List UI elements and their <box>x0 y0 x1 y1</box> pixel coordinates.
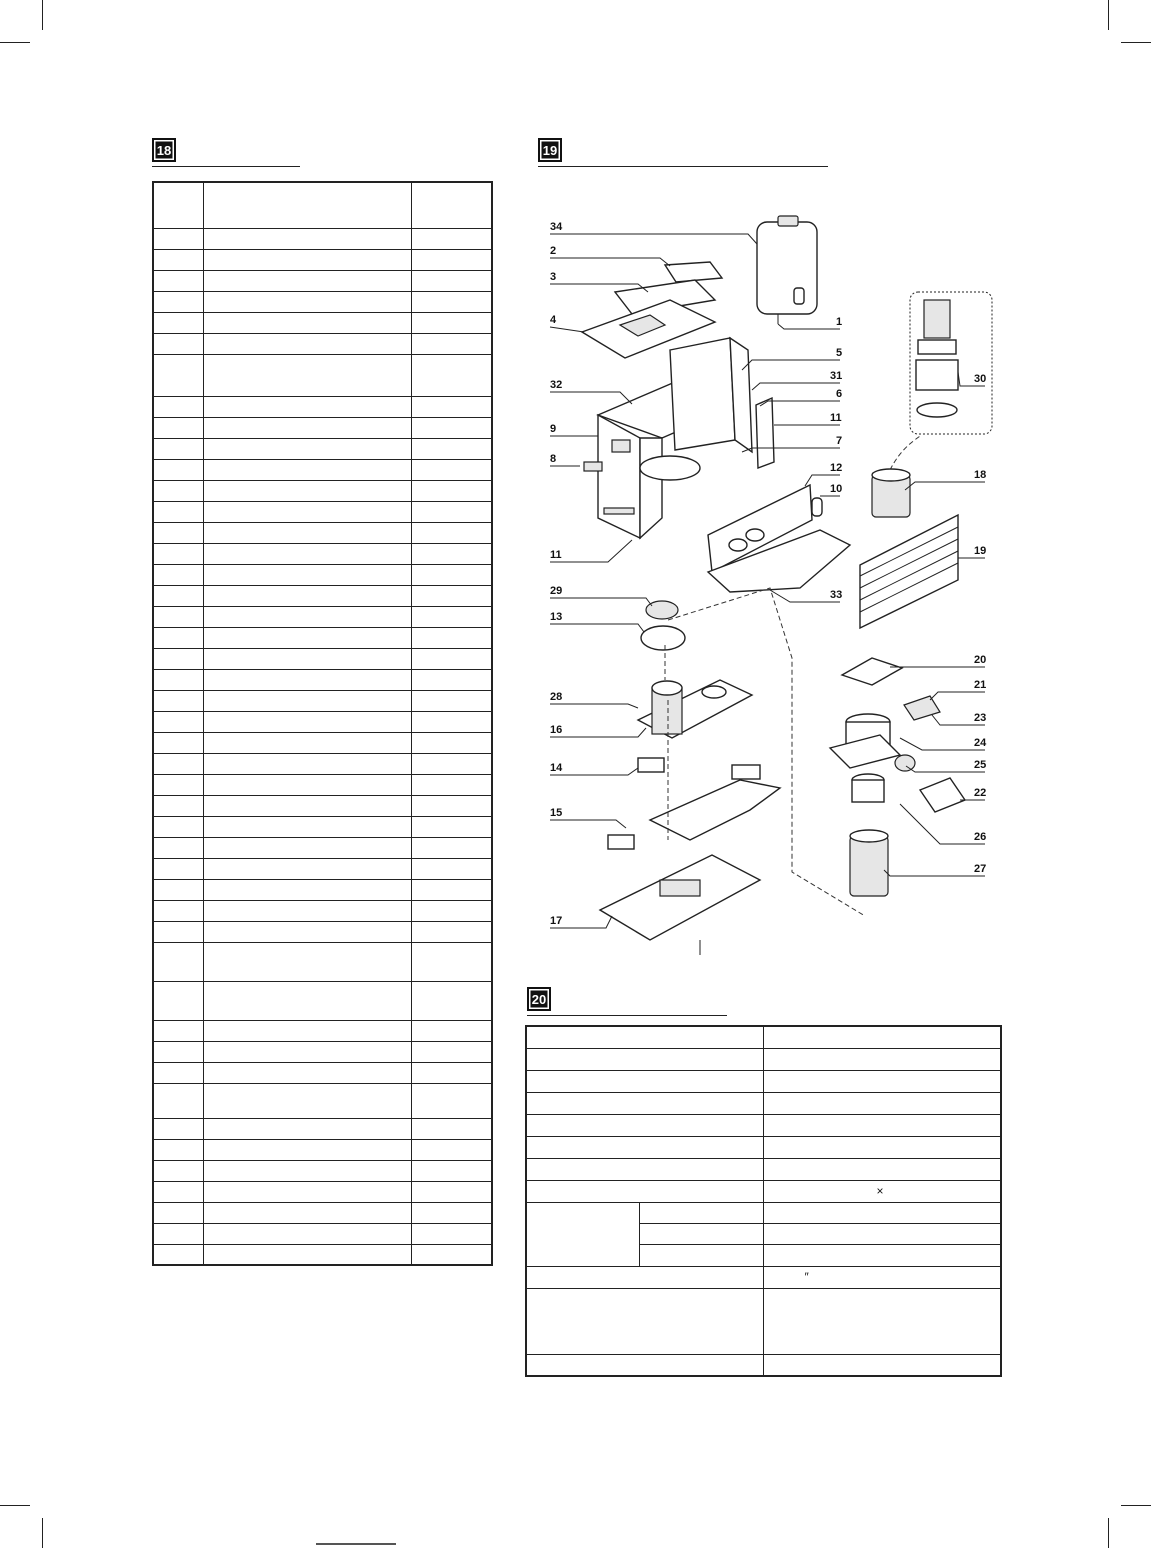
wick-cartridge-part <box>910 292 992 434</box>
callout-label: 33 <box>830 589 843 601</box>
table-row <box>153 816 492 837</box>
table-row <box>153 981 492 1020</box>
callout-label: 9 <box>550 423 557 435</box>
cabinet-part <box>598 338 752 538</box>
table-row <box>526 1048 1001 1070</box>
parts-list-table <box>152 181 493 1266</box>
crop-mark <box>1121 1505 1151 1506</box>
crop-mark <box>42 0 43 30</box>
table-row <box>153 1139 492 1160</box>
section-19-header <box>538 138 828 167</box>
callout-label: 21 <box>974 679 987 691</box>
callout-label: 2 <box>550 245 557 257</box>
table-row <box>526 1288 1001 1354</box>
callout-label: 34 <box>550 221 563 233</box>
callout-label: 5 <box>836 347 843 359</box>
table-row <box>153 627 492 648</box>
table-row <box>153 690 492 711</box>
table-row <box>153 249 492 270</box>
table-row <box>153 795 492 816</box>
callout-label: 15 <box>550 807 563 819</box>
multiply-symbol: × <box>876 1184 884 1198</box>
table-row <box>153 585 492 606</box>
table-row <box>526 1266 1001 1288</box>
exploded-parts-diagram <box>520 200 1000 970</box>
section-badge: 18 <box>152 138 176 162</box>
callout-label: 20 <box>974 654 987 666</box>
table-row <box>526 1092 1001 1114</box>
crop-mark <box>1121 42 1151 43</box>
header-cell <box>203 182 411 228</box>
table-header-row <box>153 182 492 228</box>
callout-label: 14 <box>550 762 563 774</box>
cable-frame-part <box>608 758 780 849</box>
table-row <box>153 459 492 480</box>
table-row <box>153 270 492 291</box>
table-row <box>153 606 492 627</box>
callout-label: 23 <box>974 712 987 724</box>
section-20-header <box>527 987 727 1016</box>
table-row <box>153 921 492 942</box>
table-row <box>153 1020 492 1041</box>
table-row <box>153 438 492 459</box>
burner-base-part <box>638 680 752 738</box>
table-row <box>153 942 492 981</box>
table-row <box>526 1202 1001 1223</box>
table-row <box>153 1223 492 1244</box>
table-row <box>526 1136 1001 1158</box>
callout-label: 27 <box>974 863 987 875</box>
callout-label: 17 <box>550 915 563 927</box>
section-badge: 20 <box>527 987 551 1011</box>
callout-label: 1 <box>836 316 843 328</box>
table-row <box>153 312 492 333</box>
callout-label: 29 <box>550 585 563 597</box>
table-row <box>153 354 492 396</box>
table-row <box>153 1118 492 1139</box>
callout-label: 22 <box>974 787 987 799</box>
crop-mark <box>1108 0 1109 30</box>
crop-mark <box>0 42 30 43</box>
guard-grill-part <box>860 515 958 628</box>
callout-label: 31 <box>830 370 843 382</box>
table-row <box>153 669 492 690</box>
table-row <box>526 1026 1001 1048</box>
table-row <box>153 1083 492 1118</box>
callout-label: 11 <box>830 412 842 424</box>
table-row <box>153 1244 492 1265</box>
table-row <box>153 753 492 774</box>
table-row <box>153 522 492 543</box>
table-row <box>153 1160 492 1181</box>
crop-mark <box>0 1505 30 1506</box>
table-row <box>526 1158 1001 1180</box>
exhaust-hose-part <box>850 830 888 896</box>
table-row <box>153 396 492 417</box>
callout-label: 8 <box>550 453 557 465</box>
table-row <box>153 480 492 501</box>
table-row <box>153 732 492 753</box>
table-row <box>153 1062 492 1083</box>
burner-ring-part <box>641 601 685 680</box>
table-row <box>526 1070 1001 1092</box>
base-plate-part <box>600 855 760 955</box>
table-row <box>153 1041 492 1062</box>
section-18-header <box>152 138 300 167</box>
table-row <box>153 417 492 438</box>
table-row <box>153 228 492 249</box>
table-row <box>153 711 492 732</box>
combustion-cylinder-part <box>872 436 920 517</box>
table-row <box>153 543 492 564</box>
crop-mark <box>1108 1518 1109 1548</box>
callout-label: 16 <box>550 724 563 736</box>
table-row <box>153 837 492 858</box>
crop-mark <box>42 1518 43 1548</box>
burner-support-part <box>830 658 965 812</box>
header-cell <box>153 182 203 228</box>
ditto-mark: ″ <box>804 1270 809 1284</box>
table-row <box>153 1181 492 1202</box>
callout-label: 13 <box>550 611 563 623</box>
table-row <box>153 858 492 879</box>
callout-label: 26 <box>974 831 987 843</box>
table-row <box>153 900 492 921</box>
callout-label: 3 <box>550 271 557 283</box>
section-badge: 19 <box>538 138 562 162</box>
callout-label: 4 <box>550 314 557 326</box>
callout-label: 30 <box>974 373 987 385</box>
callout-label: 6 <box>836 388 843 400</box>
header-cell <box>411 182 492 228</box>
table-row <box>153 648 492 669</box>
callout-label: 18 <box>974 469 987 481</box>
table-row <box>526 1354 1001 1376</box>
callout-label: 24 <box>974 737 987 749</box>
callout-label: 11 <box>550 549 562 561</box>
table-row <box>526 1180 1001 1202</box>
callout-label: 32 <box>550 379 563 391</box>
callout-label: 25 <box>974 759 987 771</box>
callout-label: 7 <box>836 435 843 447</box>
callout-label: 19 <box>974 545 987 557</box>
callout-label: 28 <box>550 691 563 703</box>
table-row <box>153 501 492 522</box>
table-row <box>153 291 492 312</box>
specification-table <box>525 1025 1002 1377</box>
table-row <box>153 564 492 585</box>
table-row <box>153 774 492 795</box>
callout-label: 10 <box>830 483 843 495</box>
footer-print-mark <box>316 1543 396 1545</box>
table-row <box>526 1114 1001 1136</box>
table-row <box>153 1202 492 1223</box>
fuel-tank-part <box>757 216 817 324</box>
table-row <box>153 333 492 354</box>
table-row <box>153 879 492 900</box>
callout-label: 12 <box>830 462 843 474</box>
